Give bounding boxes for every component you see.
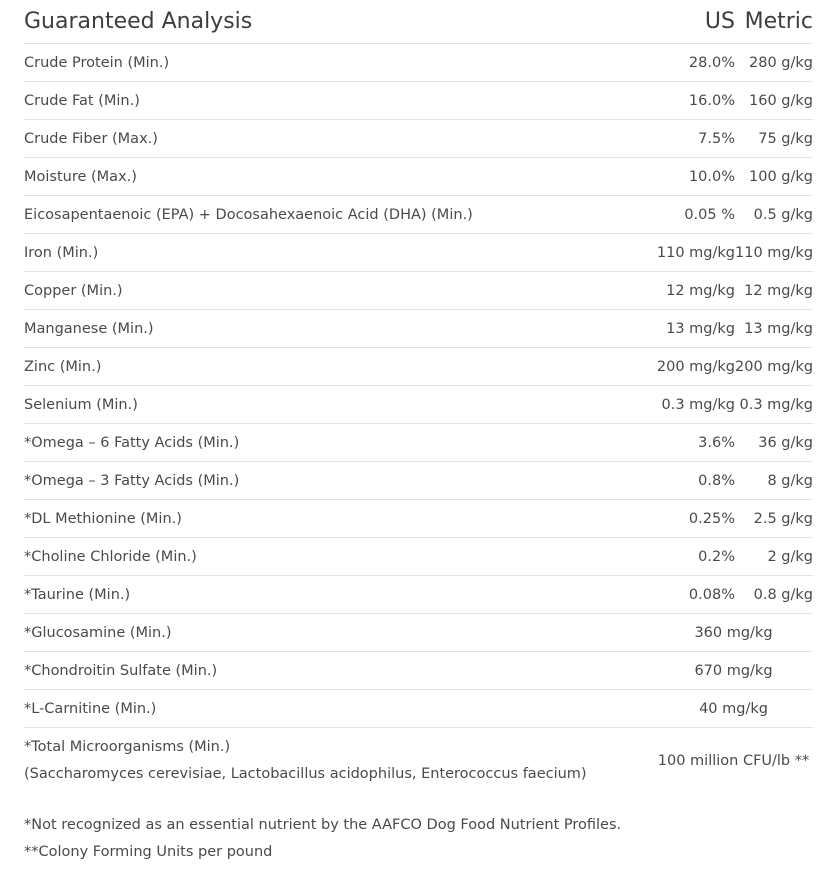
table-row (24, 310, 813, 348)
nutrient-name: Zinc (Min.) (24, 348, 614, 386)
table-row (24, 158, 813, 196)
table-row (24, 234, 813, 272)
microorganisms-detail: (Saccharomyces cerevisiae, Lactobacillus acidophilus, Enterococcus faecium) (24, 766, 587, 782)
table-row (24, 576, 813, 614)
table-title: Guaranteed Analysis (24, 0, 614, 44)
footnote: *Not recognized as an essential nutrient by the AAFCO Dog Food Nutrient Profiles. (24, 817, 622, 833)
us-column-header: US (614, 0, 735, 44)
nutrient-name: *Glucosamine (Min.) (24, 614, 614, 652)
table-row (24, 120, 813, 158)
metric-value: 8 g/kg (735, 462, 813, 500)
nutrient-name: *Chondroitin Sulfate (Min.) (24, 652, 614, 690)
nutrient-name: *L-Carnitine (Min.) (24, 690, 614, 728)
nutrient-name: Iron (Min.) (24, 234, 614, 272)
table-row (24, 196, 813, 234)
table-row (24, 386, 813, 424)
table-row-merged (24, 614, 813, 652)
metric-value: 100 g/kg (735, 158, 813, 196)
metric-value: 0.3 mg/kg (735, 386, 813, 424)
us-value: 0.05 % (614, 196, 735, 234)
nutrient-name: *Omega – 6 Fatty Acids (Min.) (24, 424, 614, 462)
footnote: **Colony Forming Units per pound (24, 844, 273, 860)
guaranteed-analysis-table (24, 0, 813, 794)
metric-value: 12 mg/kg (735, 272, 813, 310)
metric-value: 36 g/kg (735, 424, 813, 462)
us-value: 28.0% (614, 44, 735, 82)
nutrient-name: Crude Fiber (Max.) (24, 120, 614, 158)
table-row (24, 44, 813, 82)
combined-value: 40 mg/kg (614, 690, 813, 728)
footnotes (24, 812, 813, 866)
combined-value: 100 million CFU/lb ** (657, 752, 810, 769)
nutrient-name: Crude Fat (Min.) (24, 82, 614, 120)
us-value: 7.5% (614, 120, 735, 158)
us-value: 13 mg/kg (614, 310, 735, 348)
us-value: 0.8% (614, 462, 735, 500)
nutrient-name: *Omega – 3 Fatty Acids (Min.) (24, 462, 614, 500)
table-row (24, 272, 813, 310)
combined-value: 670 mg/kg (614, 652, 813, 690)
combined-value: 360 mg/kg (614, 614, 813, 652)
metric-value: 13 mg/kg (735, 310, 813, 348)
nutrient-name: Eicosapentaenoic (EPA) + Docosahexaenoic Acid (DHA) (Min.) (24, 196, 614, 234)
us-value: 200 mg/kg (614, 348, 735, 386)
table-row (24, 424, 813, 462)
us-value: 12 mg/kg (614, 272, 735, 310)
table-header-row (24, 0, 813, 44)
metric-value: 160 g/kg (735, 82, 813, 120)
metric-value: 2.5 g/kg (735, 500, 813, 538)
nutrient-name: Manganese (Min.) (24, 310, 614, 348)
table-row-merged (24, 652, 813, 690)
table-row-merged (24, 690, 813, 728)
us-value: 0.2% (614, 538, 735, 576)
nutrient-name: Copper (Min.) (24, 272, 614, 310)
metric-value: 280 g/kg (735, 44, 813, 82)
metric-column-header: Metric (735, 0, 813, 44)
table-row (24, 500, 813, 538)
metric-value: 0.5 g/kg (735, 196, 813, 234)
us-value: 3.6% (614, 424, 735, 462)
metric-value: 0.8 g/kg (735, 576, 813, 614)
nutrient-name: *Choline Chloride (Min.) (24, 538, 614, 576)
nutrient-name: Selenium (Min.) (24, 386, 614, 424)
table-row (24, 348, 813, 386)
nutrient-name: Crude Protein (Min.) (24, 44, 614, 82)
table-row (24, 82, 813, 120)
metric-value: 75 g/kg (735, 120, 813, 158)
table-row-microorganisms (24, 728, 813, 795)
nutrient-name: Moisture (Max.) (24, 158, 614, 196)
table-body (24, 44, 813, 795)
us-value: 0.08% (614, 576, 735, 614)
metric-value: 110 mg/kg (735, 234, 813, 272)
us-value: 110 mg/kg (614, 234, 735, 272)
us-value: 16.0% (614, 82, 735, 120)
microorganisms-cell (24, 728, 614, 795)
table-row (24, 462, 813, 500)
us-value: 0.25% (614, 500, 735, 538)
us-value: 10.0% (614, 158, 735, 196)
nutrient-name: *Total Microorganisms (Min.) (24, 739, 231, 755)
metric-value: 200 mg/kg (735, 348, 813, 386)
nutrient-name: *DL Methionine (Min.) (24, 500, 614, 538)
us-value: 0.3 mg/kg (614, 386, 735, 424)
table-row (24, 538, 813, 576)
nutrient-name: *Taurine (Min.) (24, 576, 614, 614)
metric-value: 2 g/kg (735, 538, 813, 576)
